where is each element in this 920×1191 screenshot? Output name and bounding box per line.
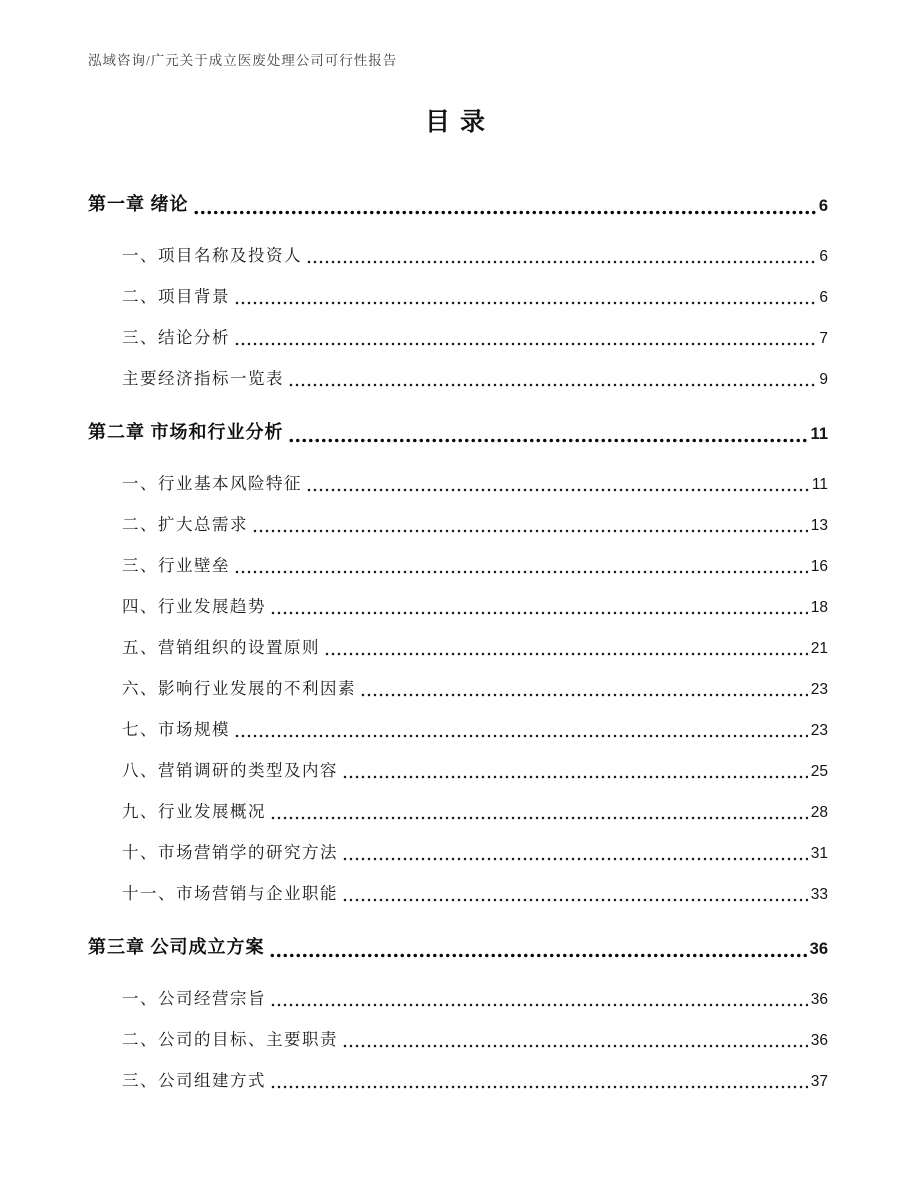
toc-entry-page-number: 7 — [819, 330, 828, 347]
toc-entry[interactable] — [88, 402, 828, 448]
toc-entry-page-number: 18 — [810, 599, 828, 616]
toc-title: 目录 — [424, 109, 495, 136]
toc-entry-page-number: 23 — [810, 681, 828, 698]
toc-entry[interactable] — [122, 744, 828, 785]
toc-entry[interactable] — [122, 972, 828, 1013]
toc-entry-label: 第一章 绪论 — [88, 194, 189, 214]
toc-entry-label: 三、结论分析 — [122, 328, 230, 347]
dot-leader — [288, 378, 816, 388]
toc-entry[interactable] — [122, 703, 828, 744]
dot-leader — [270, 606, 808, 616]
dot-leader — [234, 337, 816, 347]
toc-entry-label: 四、行业发展趋势 — [122, 597, 266, 616]
toc-entry-label: 一、行业基本风险特征 — [122, 474, 302, 493]
toc-entry-page-number: 23 — [810, 722, 828, 739]
toc-entry-page-number: 28 — [810, 804, 828, 821]
toc-entry-label: 九、行业发展概况 — [122, 802, 266, 821]
toc-entry-label: 一、项目名称及投资人 — [122, 246, 302, 265]
dot-leader — [270, 811, 808, 821]
toc-entry-page-number: 6 — [818, 197, 828, 215]
toc-entry[interactable] — [122, 498, 828, 539]
dot-leader — [306, 483, 809, 493]
toc-entry-label: 十一、市场营销与企业职能 — [122, 884, 338, 903]
toc-entry[interactable] — [122, 539, 828, 580]
toc-list — [88, 174, 828, 1095]
toc-entry[interactable] — [122, 352, 828, 393]
toc-entry[interactable] — [122, 1013, 828, 1054]
toc-entry-page-number: 13 — [810, 517, 828, 534]
dot-leader — [193, 205, 816, 216]
toc-entry-label: 六、影响行业发展的不利因素 — [122, 679, 356, 698]
toc-entry-page-number: 31 — [810, 845, 828, 862]
toc-entry-page-number: 16 — [810, 558, 828, 575]
toc-entry-page-number: 6 — [819, 248, 828, 265]
toc-entry-page-number: 36 — [810, 1032, 828, 1049]
dot-leader — [288, 433, 808, 444]
toc-entry-page-number: 21 — [810, 640, 828, 657]
toc-entry[interactable] — [122, 311, 828, 352]
toc-entry[interactable] — [122, 580, 828, 621]
dot-leader — [234, 296, 816, 306]
toc-entry-label: 一、公司经营宗旨 — [122, 989, 266, 1008]
toc-entry-page-number: 33 — [810, 886, 828, 903]
toc-entry-page-number: 11 — [810, 425, 828, 443]
toc-entry-label: 八、营销调研的类型及内容 — [122, 761, 338, 780]
toc-entry-label: 三、行业壁垒 — [122, 556, 230, 575]
toc-entry[interactable] — [122, 621, 828, 662]
toc-entry-page-number: 36 — [810, 991, 828, 1008]
dot-leader — [360, 688, 808, 698]
dot-leader — [234, 729, 808, 739]
dot-leader — [342, 770, 808, 780]
toc-entry-page-number: 9 — [819, 371, 828, 388]
toc-entry[interactable] — [122, 785, 828, 826]
dot-leader — [252, 524, 808, 534]
toc-entry-label: 七、市场规模 — [122, 720, 230, 739]
dot-leader — [234, 565, 808, 575]
toc-entry-page-number: 36 — [809, 940, 828, 958]
toc-entry[interactable] — [122, 270, 828, 311]
toc-entry-label: 五、营销组织的设置原则 — [122, 638, 320, 657]
dot-leader — [342, 1039, 808, 1049]
toc-entry[interactable] — [122, 826, 828, 867]
toc-entry-page-number: 25 — [810, 763, 828, 780]
toc-entry[interactable] — [122, 662, 828, 703]
toc-entry-label: 第二章 市场和行业分析 — [88, 422, 284, 442]
dot-leader — [270, 998, 808, 1008]
toc-entry-label: 第三章 公司成立方案 — [88, 937, 265, 957]
toc-entry-page-number: 11 — [811, 476, 828, 493]
dot-leader — [324, 647, 808, 657]
dot-leader — [306, 255, 816, 265]
toc-entry-label: 二、项目背景 — [122, 287, 230, 306]
toc-entry-label: 三、公司组建方式 — [122, 1071, 266, 1090]
toc-entry[interactable] — [88, 917, 828, 963]
toc-entry-page-number: 37 — [810, 1073, 828, 1090]
toc-entry-page-number: 6 — [819, 289, 828, 306]
toc-entry-label: 主要经济指标一览表 — [122, 369, 284, 388]
dot-leader — [342, 852, 808, 862]
toc-entry-label: 二、扩大总需求 — [122, 515, 248, 534]
dot-leader — [342, 893, 808, 903]
toc-entry-label: 十、市场营销学的研究方法 — [122, 843, 338, 862]
toc-entry[interactable] — [122, 1054, 828, 1095]
toc-entry[interactable] — [122, 867, 828, 908]
toc-entry[interactable] — [122, 229, 828, 270]
toc-entry[interactable] — [88, 174, 828, 220]
toc-entry[interactable] — [122, 457, 828, 498]
document-header: 泓域咨询/广元关于成立医废处理公司可行性报告 — [88, 53, 398, 68]
dot-leader — [270, 1080, 808, 1090]
toc-entry-label: 二、公司的目标、主要职责 — [122, 1030, 338, 1049]
dot-leader — [269, 948, 807, 959]
